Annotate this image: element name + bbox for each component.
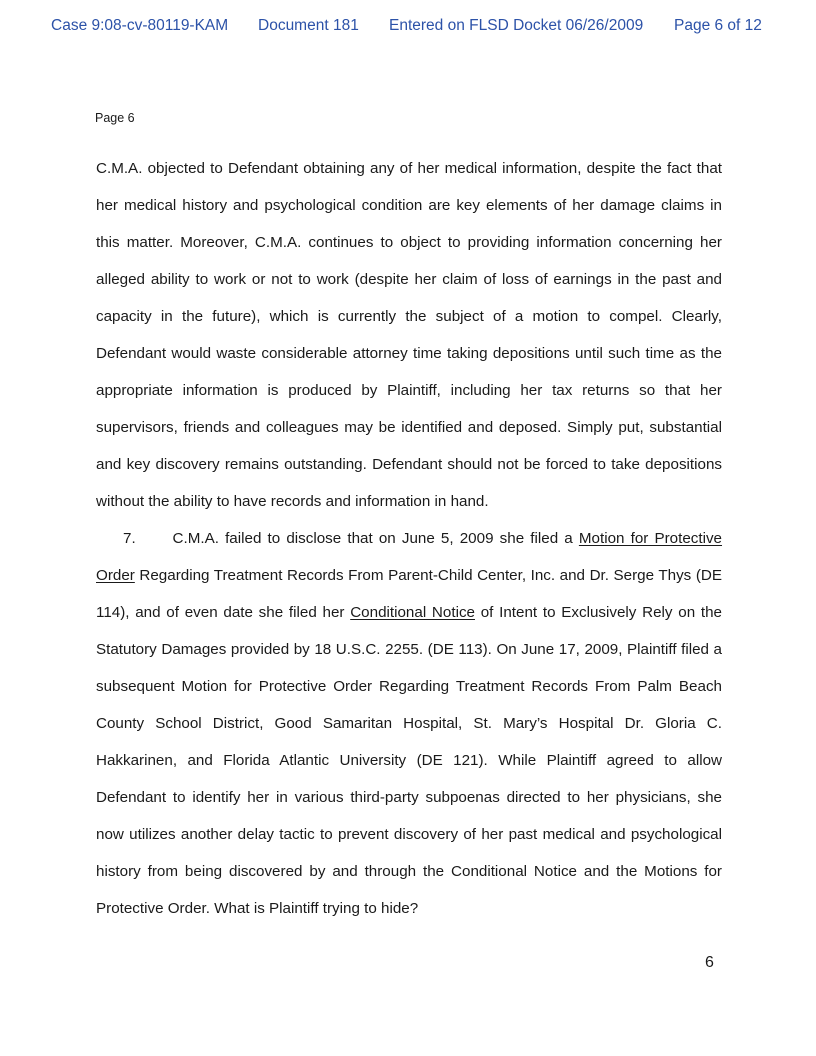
document-number: Document 181 <box>258 17 359 34</box>
document-body <box>96 150 722 927</box>
paragraph-7-text-2: Regarding Treatment Records From Parent-Child Center, Inc. and Dr. Serge Thys (DE 114), and of even date she filed her <box>96 567 722 621</box>
page-label: Page 6 <box>95 111 135 125</box>
conditional-notice-reference: Conditional Notice <box>350 604 475 621</box>
paragraph-7-text-3: of Intent to Exclusively Rely on the Statutory Damages provided by 18 U.S.C. 2255. (DE 113). On June 17, 2009, Plaintiff filed a subsequent Motion for Protective Order Regarding Treatment Records From Palm Beach County School District, Good Samaritan Hospital, St. Mary’s Hospital Dr. Gloria C. Hakkarinen, and Florida Atlantic University (DE 121). While Plaintiff agreed to allow Defendant to identify her in various third-party subpoenas directed to her physicians, she now utilizes another delay tactic to prevent discovery of her past medical and psychological history from being discovered by and through the Conditional Notice and the Motions for Protective Order. What is Plaintiff trying to hide? <box>96 604 722 917</box>
motion-for-protective-order-reference: Motion for Protective Order <box>96 530 723 584</box>
docket-header <box>0 17 816 39</box>
paragraph-number: 7. <box>123 530 136 547</box>
page-number: 6 <box>705 954 714 971</box>
docket-page-count: Page 6 of 12 <box>674 17 762 34</box>
docket-entry-date: Entered on FLSD Docket 06/26/2009 <box>389 17 644 34</box>
case-number: Case 9:08-cv-80119-KAM <box>51 17 229 34</box>
paragraph-7 <box>96 520 722 927</box>
paragraph-continued: C.M.A. objected to Defendant obtaining any of her medical information, despite the fact that her medical history and psychological condition are key elements of her damage claims in this matter. Moreover, C.M.A. continues to object to providing information concerning her alleged ability to work or not to work (despite her claim of loss of earnings in the past and capacity in the future), which is currently the subject of a motion to compel. Clearly, Defendant would waste considerable attorney time taking depositions until such time as the appropriate information is produced by Plaintiff, including her tax returns so that her supervisors, friends and colleagues may be identified and deposed. Simply put, substantial and key discovery remains outstanding. Defendant should not be forced to take depositions without the ability to have records and information in hand. <box>96 160 722 510</box>
paragraph-7-text-1: C.M.A. failed to disclose that on June 5, 2009 she filed a <box>172 530 579 547</box>
